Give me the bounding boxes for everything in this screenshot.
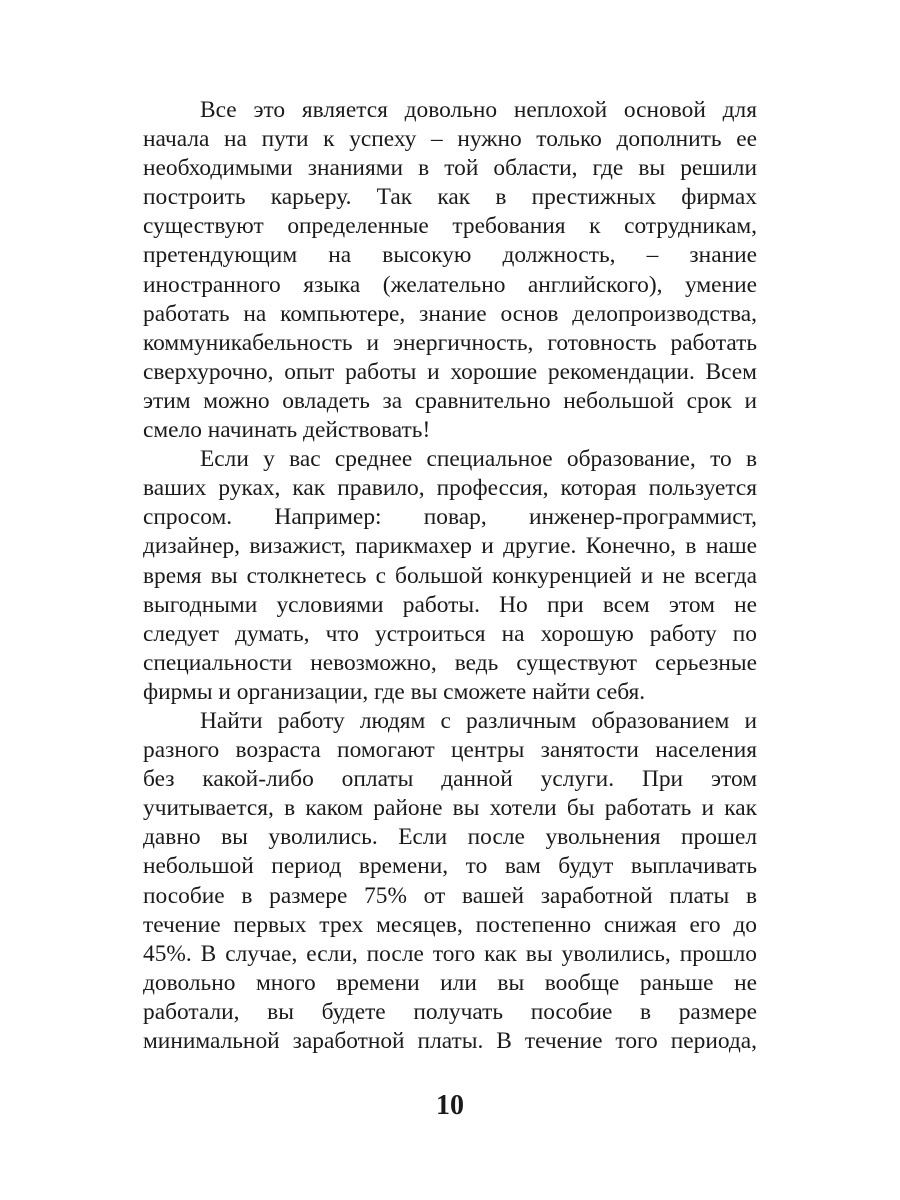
paragraph-1 [143,96,757,445]
page-number: 10 [436,1090,464,1121]
text-line: без какой-либо оплаты данной услуги. При этом [143,766,757,793]
text-line: разного возраста помогают центры занятости населения [143,737,757,764]
body-text [143,96,757,1056]
text-line: построить карьеру. Так как в престижных фирмах [143,184,757,211]
text-line: смело начинать действовать! [143,417,431,444]
text-line: течение первых трех месяцев, постепенно снижая его до [143,911,757,938]
text-line: Если у вас среднее специальное образование, то в [200,446,757,473]
text-line: небольшой период времени, то вам будут выплачивать [143,853,757,880]
text-line: пособие в размере 75% от вашей заработной платы в [143,882,757,909]
text-line: довольно много времени или вы вообще раньше не [143,969,757,996]
text-line: начала на пути к успеху – нужно только дополнить ее [143,126,757,153]
text-line: существуют определенные требования к сотрудникам, [143,213,757,240]
text-line: специальности невозможно, ведь существуют серьезные [143,649,757,676]
text-line: минимальной заработной платы. В течение того периода, [143,1028,757,1054]
text-line: выгодными условиями работы. Но при всем этом не [143,591,757,618]
text-line: необходимыми знаниями в той области, где вы решили [143,155,757,182]
text-line: ваших руках, как правило, профессия, которая пользуется [143,475,757,502]
text-line: 45%. В случае, если, после того как вы уволились, прошло [143,940,757,967]
text-line: спросом. Например: повар, инженер-программист, [143,504,757,531]
paragraph-3 [143,707,757,1056]
paragraph-2 [143,445,757,707]
text-line: Найти работу людям с различным образованием и [200,707,757,734]
text-line: коммуникабельность и энергичность, готовность работать [143,329,757,356]
text-line: сверхурочно, опыт работы и хорошие рекомендации. Всем [143,358,757,385]
text-line: фирмы и организации, где вы сможете найти себя. [143,678,646,705]
text-line: Все это является довольно неплохой основой для [200,97,757,123]
text-line: учитывается, в каком районе вы хотели бы работать и как [143,795,757,822]
text-line: дизайнер, визажист, парикмахер и другие. Конечно, в наше [143,533,757,560]
text-line: работать на компьютере, знание основ делопроизводства, [143,300,757,327]
text-line: время вы столкнетесь с большой конкуренцией и не всегда [143,562,757,589]
text-line: претендующим на высокую должность, – знание [143,242,757,269]
text-line: следует думать, что устроиться на хорошую работу по [143,620,757,647]
text-line: работали, вы будете получать пособие в размере [143,998,757,1025]
text-line: давно вы уволились. Если после увольнения прошел [143,824,757,851]
text-line: этим можно овладеть за сравнительно небольшой срок и [143,387,757,414]
text-line: иностранного языка (желательно английского), умение [143,271,757,298]
